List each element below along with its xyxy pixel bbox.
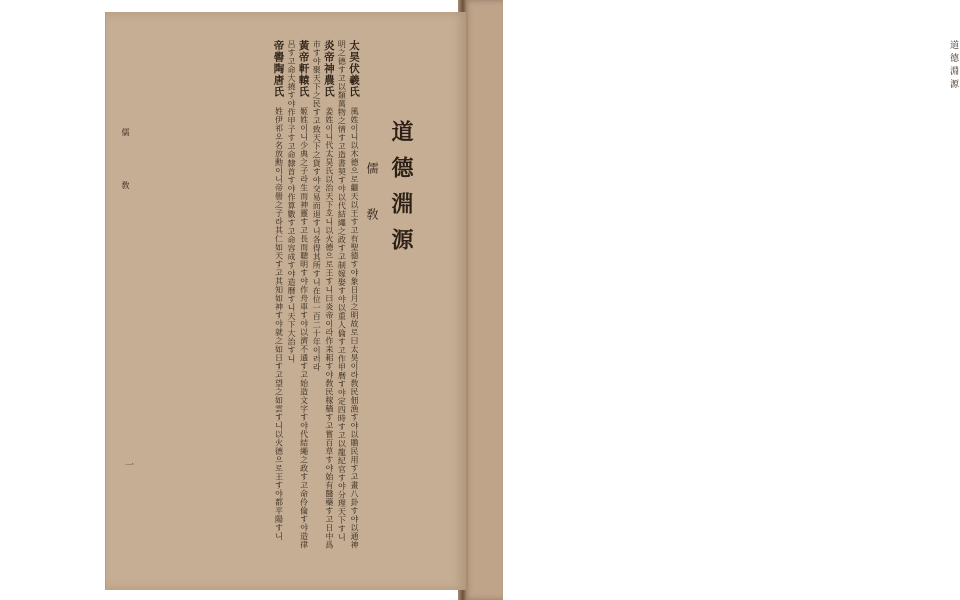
body-text <box>140 40 360 550</box>
margin-label: 儒 敎 <box>121 128 130 207</box>
section <box>310 40 335 550</box>
section-heading: 帝嚳陶唐氏 <box>272 40 285 98</box>
background-right <box>500 0 600 600</box>
page-number: 一 <box>123 460 133 469</box>
section-heading: 太昊伏羲氏 <box>348 40 360 98</box>
section <box>272 40 285 550</box>
author-label: 儒 敎 <box>365 162 379 230</box>
facing-page <box>463 0 958 600</box>
facing-page-text: 道德淵源 <box>948 40 958 92</box>
section-heading: 黃帝軒轅氏 <box>297 40 310 98</box>
section-text: 風姓이니以木德으로繼天以王す고有聖德す야象日月之明故로曰太昊이라敎民佃漁す야以贍民用す고畫八卦す야以通神明之德す고以類萬物之情す고造書契す야以代結繩之政す고制嫁娶す야以重人倫す고作甲曆す야定四時す고以龍紀官す야分理天下す니 <box>337 40 359 549</box>
section-text: 姜姓이니代太昊氏以治天下호니以火德으로王す니曰炎帝이라作耒耜す야敎民稼穡す고嘗百草す야始有醫藥す고日中爲市す야聚天下之民す고致天下之貨す야交易而退す니各得其所す니在位一百二十年이러라 <box>312 40 334 549</box>
section-text: 姬姓이니少典之子라生而神靈す고長而聰明す야作舟車す야以濟不通す고始造文字す야代結繩之政す고命伶倫す야造律呂す고命大撓す야作甲子す고命隸首す야作算數す고命容成す야造曆す니天下大治す니 <box>287 40 309 549</box>
section-heading: 炎帝神農氏 <box>322 40 335 98</box>
section <box>335 40 360 550</box>
page-title: 道德淵源 <box>388 120 414 264</box>
section-text: 姓伊祁오名放勳이니帝嚳之子라其仁如天す고其知如神す야就之如日す고望之如雲す니以火德으로王す야都平陽す니 <box>274 107 284 541</box>
section <box>284 40 309 550</box>
